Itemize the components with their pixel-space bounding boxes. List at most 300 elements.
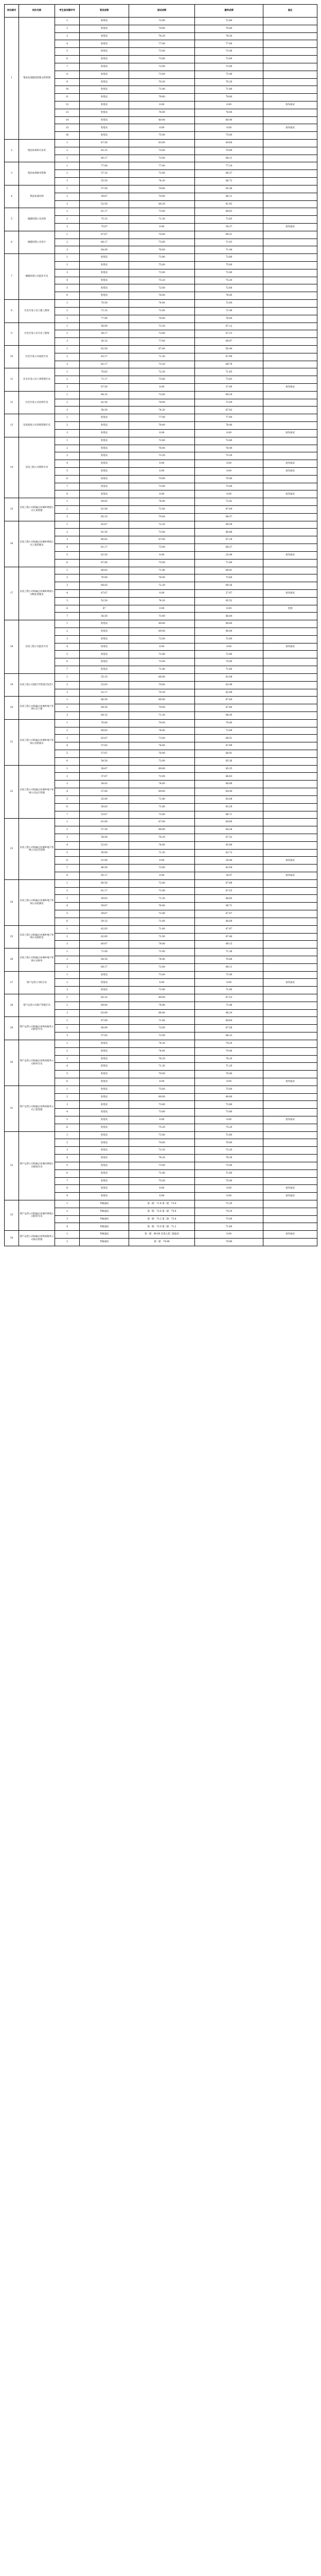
remarks-cell xyxy=(263,231,317,239)
written-score-cell: 免笔试 xyxy=(80,1047,129,1055)
interview-score-cell: 76.00 xyxy=(129,109,195,116)
remarks-cell xyxy=(263,1047,317,1055)
order-no-cell: 3 xyxy=(55,384,80,392)
order-no-cell: 2 xyxy=(55,353,80,361)
interview-score-cell: 74.80 xyxy=(129,956,195,963)
order-no-cell: 1 xyxy=(55,498,80,506)
table-row xyxy=(5,1017,317,1025)
table-row xyxy=(5,185,317,193)
final-score-cell: 67.97 xyxy=(195,925,263,933)
interview-score-cell: 71.60 xyxy=(129,307,195,315)
written-score-cell: 61.00 xyxy=(80,819,129,826)
post-name-cell: 资产运营公司综合办 xyxy=(19,971,55,994)
order-no-cell: 2 xyxy=(55,529,80,536)
written-score-cell: 52.83 xyxy=(80,681,129,689)
remarks-cell xyxy=(263,757,317,765)
written-score-cell: 69.00 xyxy=(80,1002,129,1009)
written-score-cell: 63.50 xyxy=(80,551,129,559)
interview-score-cell: 77.40 xyxy=(129,338,195,346)
written-score-cell: 免笔试 xyxy=(80,292,129,300)
final-score-cell: 0.00 xyxy=(195,979,263,987)
table-row xyxy=(5,1040,317,1047)
order-no-cell: 1 xyxy=(55,1017,80,1025)
order-no-cell: 5 xyxy=(55,1116,80,1124)
order-no-cell: 2 xyxy=(55,1025,80,1032)
order-no-cell: 1 xyxy=(55,521,80,529)
interview-score-cell: 74.20 xyxy=(129,1040,195,1047)
final-score-cell: 69.00 xyxy=(195,1093,263,1101)
order-no-cell: 6 xyxy=(55,757,80,765)
remarks-cell xyxy=(263,544,317,552)
written-score-cell: 免笔试 xyxy=(80,1124,129,1131)
final-score-cell: 73.40 xyxy=(195,48,263,56)
interview-score-cell: 76.40 xyxy=(129,903,195,910)
remarks-cell xyxy=(263,704,317,712)
order-no-cell: 6 xyxy=(55,56,80,63)
post-name-cell: 东投工程公司权属企业城乡地下管网公司安全管理 xyxy=(19,819,55,880)
written-score-cell: 69.83 xyxy=(80,727,129,735)
interview-score-cell: 71.60 xyxy=(129,918,195,925)
remarks-cell xyxy=(263,345,317,353)
post-id-cell: 29 xyxy=(5,1017,19,1040)
remarks-cell xyxy=(263,879,317,887)
post-id-cell: 34 xyxy=(5,1231,19,1246)
remarks-cell xyxy=(263,376,317,384)
table-header xyxy=(5,5,317,18)
remarks-cell xyxy=(263,200,317,208)
interview-score-cell: 75.00 xyxy=(129,658,195,666)
final-score-cell: 27.00 xyxy=(195,384,263,392)
post-id-cell: 10 xyxy=(5,345,19,368)
post-name-cell: 城建投资公司造价专员 xyxy=(19,254,55,300)
remarks-cell xyxy=(263,1109,317,1116)
written-score-cell: 67.00 xyxy=(80,1017,129,1025)
written-score-cell: 免笔试 xyxy=(80,40,129,48)
final-score-cell: 67.40 xyxy=(195,933,263,941)
written-score-cell: 免笔试 xyxy=(80,445,129,452)
remarks-cell xyxy=(263,536,317,544)
order-no-cell: 16 xyxy=(55,132,80,140)
final-score-cell: 67.64 xyxy=(195,697,263,704)
interview-score-cell: 76.20 xyxy=(129,834,195,841)
written-score-cell: 58.67 xyxy=(80,765,129,773)
remarks-cell xyxy=(263,475,317,483)
final-score-cell: 69.11 xyxy=(195,963,263,971)
remarks-cell: 放弃面试 xyxy=(263,1231,317,1239)
post-id-cell: 26 xyxy=(5,948,19,971)
order-no-cell: 8 xyxy=(55,490,80,498)
remarks-cell xyxy=(263,78,317,86)
remarks-cell: 迟到 xyxy=(263,605,317,613)
written-score-cell: 免笔试 xyxy=(80,1162,129,1170)
interview-score-cell: 72.00 xyxy=(129,63,195,71)
order-no-cell: 1 xyxy=(55,140,80,147)
order-no-cell: 12 xyxy=(55,101,80,109)
written-score-cell: 免笔试 xyxy=(80,1109,129,1116)
order-no-cell: 3 xyxy=(55,452,80,460)
post-name-cell: 集团本部审计法务 xyxy=(19,140,55,162)
post-id-cell: 21 xyxy=(5,719,19,765)
remarks-cell xyxy=(263,86,317,94)
written-score-cell: 64.00 xyxy=(80,246,129,254)
interview-score-cell: 69.00 xyxy=(129,628,195,636)
remarks-cell: 放弃面试 xyxy=(263,384,317,392)
written-score-cell: 免笔试 xyxy=(80,132,129,140)
remarks-cell xyxy=(263,628,317,636)
written-score-cell: 71.00 xyxy=(80,948,129,956)
score-table xyxy=(4,4,317,1246)
written-score-cell: 免笔试 xyxy=(80,643,129,651)
remarks-cell xyxy=(263,826,317,834)
table-row xyxy=(5,162,317,170)
final-score-cell: 0.00 xyxy=(195,1193,263,1200)
interview-score-cell: 73.00 xyxy=(129,544,195,552)
written-score-cell: 免笔试 xyxy=(80,437,129,445)
interview-score-cell: 第一轮：71.4 第二轮：73.0 xyxy=(129,1200,195,1208)
order-no-cell: 5 xyxy=(55,849,80,857)
post-name-cell: 东投工程公司权属企业城乡地下管网公司质检员 xyxy=(19,925,55,948)
remarks-cell xyxy=(263,1093,317,1101)
remarks-cell xyxy=(263,1101,317,1109)
post-name-cell: 资产运营公司权属企业物业服务公司工程管理 xyxy=(19,1086,55,1131)
table-row xyxy=(5,437,317,445)
order-no-cell: 6 xyxy=(55,1170,80,1177)
written-score-cell: 免笔试 xyxy=(80,1177,129,1185)
interview-score-cell: 77.00 xyxy=(129,40,195,48)
final-score-cell: 68.97 xyxy=(195,338,263,346)
order-no-cell: 1 xyxy=(55,185,80,193)
final-score-cell: 70.80 xyxy=(195,475,263,483)
order-no-cell: 1 xyxy=(55,1200,80,1208)
written-score-cell: 免笔试 xyxy=(80,101,129,109)
remarks-cell xyxy=(263,414,317,422)
order-no-cell: 15 xyxy=(55,124,80,132)
written-score-cell: 61.50 xyxy=(80,529,129,536)
final-score-cell: 67.92 xyxy=(195,406,263,414)
interview-score-cell: 0.00 xyxy=(129,979,195,987)
written-score-cell: 免笔试 xyxy=(80,429,129,437)
order-no-cell: 3 xyxy=(55,513,80,521)
written-score-cell: 免笔试 xyxy=(80,1101,129,1109)
remarks-cell xyxy=(263,635,317,643)
order-no-cell: 3 xyxy=(55,941,80,948)
written-score-cell: 免笔试 xyxy=(80,1055,129,1063)
order-no-cell: 2 xyxy=(55,574,80,582)
order-no-cell: 3 xyxy=(55,200,80,208)
interview-score-cell: 第一轮：69.00 未进入第二轮面试 xyxy=(129,1231,195,1239)
interview-score-cell: 71.60 xyxy=(129,987,195,994)
post-id-cell: 19 xyxy=(5,673,19,696)
order-no-cell: 2 xyxy=(55,887,80,895)
order-no-cell: 2 xyxy=(55,330,80,338)
interview-score-cell: 72.60 xyxy=(129,757,195,765)
final-score-cell: 62.99 xyxy=(195,689,263,697)
written-score-cell: 免笔试 xyxy=(80,635,129,643)
final-score-cell: 67.23 xyxy=(195,330,263,338)
order-no-cell: 3 xyxy=(55,361,80,368)
interview-score-cell: 72.80 xyxy=(129,18,195,25)
remarks-cell xyxy=(263,689,317,697)
table-row xyxy=(5,300,317,308)
interview-score-cell: 72.40 xyxy=(129,963,195,971)
interview-score-cell: 71.80 xyxy=(129,795,195,803)
interview-score-cell: 70.60 xyxy=(129,1139,195,1147)
remarks-cell xyxy=(263,63,317,71)
order-no-cell: 2 xyxy=(55,399,80,406)
remarks-cell xyxy=(263,559,317,567)
final-score-cell: 79.60 xyxy=(195,94,263,101)
written-score-cell: 免笔试 xyxy=(80,490,129,498)
written-score-cell: 62.50 xyxy=(80,345,129,353)
written-score-cell: 61.00 xyxy=(80,506,129,514)
table-row xyxy=(5,368,317,376)
interview-score-cell: 0.00 xyxy=(129,124,195,132)
interview-score-cell: 70.00 xyxy=(129,704,195,712)
final-score-cell: 65.35 xyxy=(195,765,263,773)
post-id-cell: 7 xyxy=(5,254,19,300)
interview-score-cell: 72.60 xyxy=(129,284,195,292)
interview-score-cell: 70.20 xyxy=(129,78,195,86)
final-score-cell: 76.20 xyxy=(195,1055,263,1063)
written-score-cell: 66.83 xyxy=(80,567,129,574)
written-score-cell: 免笔试 xyxy=(80,475,129,483)
final-score-cell: 65.36 xyxy=(195,757,263,765)
remarks-cell xyxy=(263,277,317,284)
table-row xyxy=(5,765,317,773)
final-score-cell: 72.80 xyxy=(195,651,263,658)
interview-score-cell: 71.80 xyxy=(129,666,195,674)
order-no-cell: 2 xyxy=(55,445,80,452)
written-score-cell: 64.17 xyxy=(80,963,129,971)
order-no-cell: 6 xyxy=(55,857,80,865)
post-id-cell: 31 xyxy=(5,1086,19,1131)
post-id-cell: 25 xyxy=(5,925,19,948)
remarks-cell xyxy=(263,788,317,796)
post-name-cell: 资产运营公司权属企业物业服务公司项目经理 xyxy=(19,1231,55,1246)
remarks-cell xyxy=(263,1025,317,1032)
final-score-cell: 70.00 xyxy=(195,1071,263,1078)
final-score-cell: 66.33 xyxy=(195,1032,263,1040)
post-name-cell: 住宅开发公司土建工程师 xyxy=(19,300,55,323)
post-id-cell: 28 xyxy=(5,994,19,1017)
final-score-cell: 73.40 xyxy=(195,71,263,78)
interview-score-cell: 73.40 xyxy=(129,155,195,162)
post-id-cell: 15 xyxy=(5,498,19,521)
order-no-cell: 1 xyxy=(55,162,80,170)
order-no-cell: 11 xyxy=(55,94,80,101)
order-no-cell: 4 xyxy=(55,1109,80,1116)
final-score-cell: 66.69 xyxy=(195,781,263,788)
written-score-cell: 免笔试 xyxy=(80,467,129,475)
order-no-cell: 5 xyxy=(55,1071,80,1078)
interview-score-cell: 80.60 xyxy=(129,620,195,628)
written-score-cell: 64.33 xyxy=(80,711,129,719)
final-score-cell: 75.60 xyxy=(195,262,263,269)
remarks-cell xyxy=(263,781,317,788)
written-score-cell: 77.00 xyxy=(80,315,129,323)
written-score-cell: 70.00 xyxy=(80,574,129,582)
post-name-cell: 住宅开发公司成控专员 xyxy=(19,345,55,368)
final-score-cell: 73.40 xyxy=(195,971,263,979)
header-post-id: 岗位编号 xyxy=(5,5,19,18)
remarks-cell xyxy=(263,25,317,32)
order-no-cell: 4 xyxy=(55,1223,80,1231)
final-score-cell: 67.80 xyxy=(195,704,263,712)
remarks-cell xyxy=(263,956,317,963)
remarks-cell: 放弃面试 xyxy=(263,429,317,437)
order-no-cell: 3 xyxy=(55,338,80,346)
final-score-cell: 80.60 xyxy=(195,620,263,628)
written-score-cell: 57.67 xyxy=(80,773,129,781)
written-score-cell: 67.00 xyxy=(80,559,129,567)
interview-score-cell: 73.20 xyxy=(129,361,195,368)
interview-score-cell: 76.40 xyxy=(129,315,195,323)
written-score-cell: 免笔试 xyxy=(80,86,129,94)
final-score-cell: 66.63 xyxy=(195,773,263,781)
interview-score-cell: 75.60 xyxy=(129,376,195,384)
final-score-cell: 72.84 xyxy=(195,300,263,308)
order-no-cell: 1 xyxy=(55,1040,80,1047)
order-no-cell: 2 xyxy=(55,727,80,735)
table-row xyxy=(5,208,317,216)
final-score-cell: 71.60 xyxy=(195,987,263,994)
written-score-cell: 60.50 xyxy=(80,879,129,887)
final-score-cell: 66.65 xyxy=(195,895,263,903)
order-no-cell: 5 xyxy=(55,284,80,292)
remarks-cell xyxy=(263,323,317,330)
interview-score-cell: 72.40 xyxy=(129,506,195,514)
remarks-cell xyxy=(263,697,317,704)
remarks-cell xyxy=(263,841,317,849)
interview-score-cell: 76.00 xyxy=(129,574,195,582)
written-score-cell: 免笔试 xyxy=(80,460,129,468)
final-score-cell: 78.20 xyxy=(195,32,263,40)
final-score-cell: 72.20 xyxy=(195,1200,263,1208)
interview-score-cell: 第一轮：72.0 第二轮：71.2 xyxy=(129,1223,195,1231)
order-no-cell: 5 xyxy=(55,551,80,559)
remarks-cell xyxy=(263,651,317,658)
post-id-cell: 1 xyxy=(5,18,19,140)
interview-score-cell: 73.00 xyxy=(129,1162,195,1170)
interview-score-cell: 0.00 xyxy=(129,384,195,392)
final-score-cell: 72.81 xyxy=(195,498,263,506)
order-no-cell: 8 xyxy=(55,71,80,78)
remarks-cell xyxy=(263,933,317,941)
order-no-cell: 7 xyxy=(55,811,80,819)
interview-score-cell: 70.40 xyxy=(129,193,195,200)
interview-score-cell: 66.60 xyxy=(129,673,195,681)
remarks-cell xyxy=(263,765,317,773)
interview-score-cell: 78.20 xyxy=(129,32,195,40)
final-score-cell: 70.00 xyxy=(195,719,263,727)
final-score-cell: 73.60 xyxy=(195,483,263,490)
written-score-cell: 免笔试 xyxy=(80,48,129,56)
order-no-cell: 6 xyxy=(55,475,80,483)
final-score-cell: 0.00 xyxy=(195,101,263,109)
order-no-cell: 2 xyxy=(55,1208,80,1215)
remarks-cell xyxy=(263,147,317,155)
post-id-cell: 22 xyxy=(5,765,19,819)
final-score-cell: 67.89 xyxy=(195,742,263,750)
remarks-cell xyxy=(263,666,317,674)
final-score-cell: 69.59 xyxy=(195,521,263,529)
interview-score-cell: 71.20 xyxy=(129,216,195,224)
order-no-cell: 1 xyxy=(55,414,80,422)
table-row xyxy=(5,948,317,956)
written-score-cell: 67.67 xyxy=(80,231,129,239)
interview-score-cell: 0.00 xyxy=(129,857,195,865)
final-score-cell: 69.31 xyxy=(195,231,263,239)
written-score-cell: 59.67 xyxy=(80,910,129,918)
order-no-cell: 3 xyxy=(55,1055,80,1063)
interview-score-cell: 0.00 xyxy=(129,467,195,475)
remarks-cell xyxy=(263,574,317,582)
final-score-cell: 67.32 xyxy=(195,834,263,841)
table-row xyxy=(5,879,317,887)
written-score-cell: 免笔试 xyxy=(80,1086,129,1093)
final-score-cell: 0.00 xyxy=(195,429,263,437)
written-score-cell: 59.83 xyxy=(80,895,129,903)
interview-score-cell: 69.40 xyxy=(129,788,195,796)
order-no-cell: 3 xyxy=(55,1215,80,1223)
interview-score-cell: 0.00 xyxy=(129,101,195,109)
remarks-cell xyxy=(263,170,317,178)
interview-score-cell: 0.00 xyxy=(129,1185,195,1193)
remarks-cell xyxy=(263,529,317,536)
final-score-cell: 75.20 xyxy=(195,277,263,284)
final-score-cell: 71.44 xyxy=(195,246,263,254)
order-no-cell: 1 xyxy=(55,697,80,704)
order-no-cell: 1 xyxy=(55,620,80,628)
interview-score-cell: 71.80 xyxy=(129,887,195,895)
order-no-cell: 6 xyxy=(55,605,80,613)
written-score-cell: 55.33 xyxy=(80,673,129,681)
post-name-cell: 东投工程公司园区代管项目负责人 xyxy=(19,673,55,696)
interview-score-cell: 72.00 xyxy=(129,1032,195,1040)
remarks-cell xyxy=(263,452,317,460)
interview-score-cell: 第一轮：73.2 第二轮：72.8 xyxy=(129,1215,195,1223)
interview-score-cell: 70.40 xyxy=(129,231,195,239)
interview-score-cell: 70.80 xyxy=(129,475,195,483)
written-score-cell: 免笔试 xyxy=(80,1139,129,1147)
interview-score-cell: 0.00 xyxy=(129,460,195,468)
order-no-cell: 2 xyxy=(55,681,80,689)
final-score-cell: 64.44 xyxy=(195,788,263,796)
order-no-cell: 3 xyxy=(55,834,80,841)
order-no-cell: 7 xyxy=(55,865,80,872)
interview-score-cell: 75.00 xyxy=(129,132,195,140)
table-row xyxy=(5,567,317,574)
order-no-cell: 2 xyxy=(55,307,80,315)
remarks-cell xyxy=(263,971,317,979)
order-no-cell: 10 xyxy=(55,86,80,94)
written-score-cell: 59.17 xyxy=(80,330,129,338)
interview-score-cell: 71.20 xyxy=(129,1063,195,1071)
written-score-cell: 免笔试 xyxy=(80,620,129,628)
interview-score-cell: 72.20 xyxy=(129,1147,195,1155)
post-id-cell: 18 xyxy=(5,620,19,674)
final-score-cell: 0.00 xyxy=(195,643,263,651)
order-no-cell: 14 xyxy=(55,116,80,124)
written-score-cell: 免笔试 xyxy=(80,109,129,116)
order-no-cell: 1 xyxy=(55,1086,80,1093)
remarks-cell xyxy=(263,262,317,269)
interview-score-cell: 69.80 xyxy=(129,765,195,773)
remarks-cell xyxy=(263,658,317,666)
remarks-cell xyxy=(263,849,317,857)
order-no-cell: 1 xyxy=(55,994,80,1002)
order-no-cell: 3 xyxy=(55,429,80,437)
